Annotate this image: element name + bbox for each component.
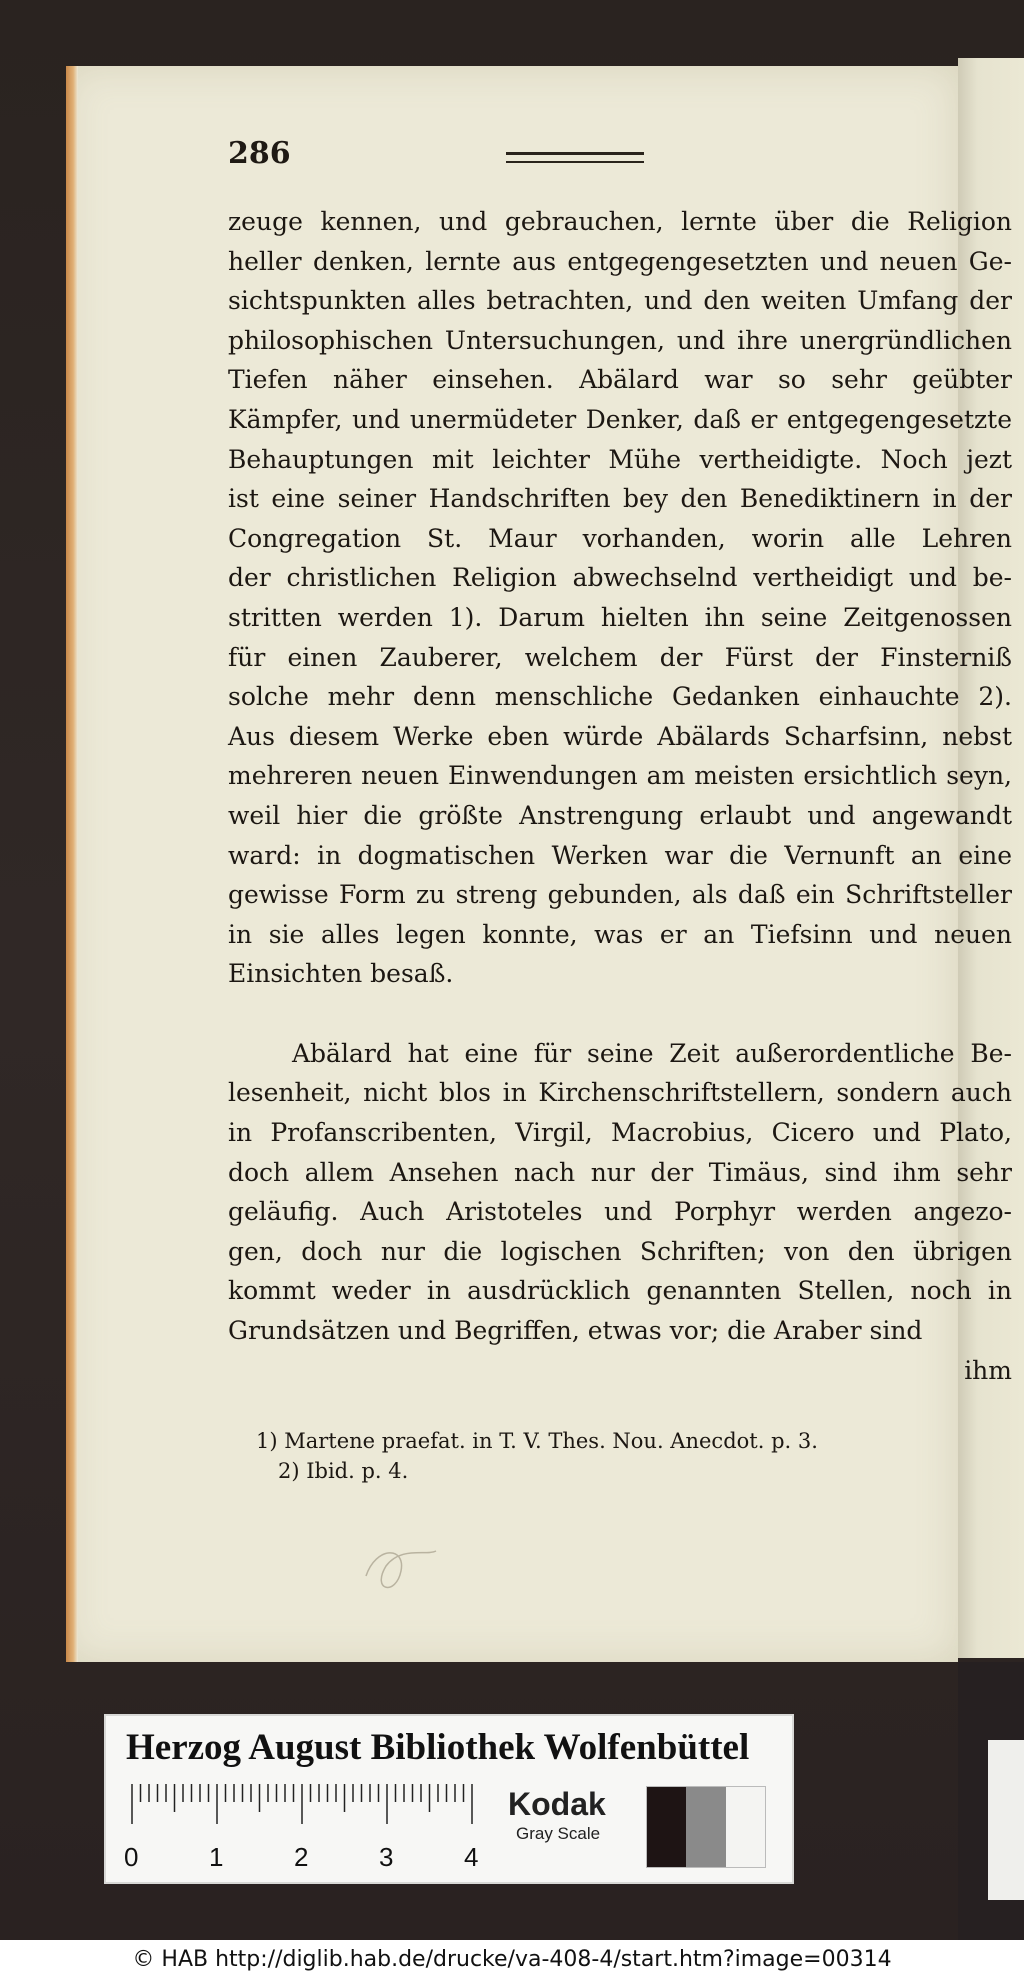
card-title: Herzog August Bibliothek Wolfenbüttel bbox=[126, 1727, 750, 1768]
text-line: Einsichten besaß. bbox=[228, 959, 454, 989]
text-line: Grundsätzen und Begriffen, etwas vor; die Araber sind bbox=[228, 1316, 923, 1346]
text-line: mehreren neuen Einwendungen am meisten ersichtlich seyn, bbox=[228, 761, 1012, 791]
text-line: in sie alles legen konnte, was er an Tiefsinn und neuen bbox=[228, 919, 1012, 949]
gray-swatch bbox=[647, 1787, 686, 1867]
text-line: für einen Zauberer, welchem der Fürst der Finsterniß bbox=[228, 642, 1012, 672]
text-line: kommt weder in ausdrücklich genannten Stellen, noch in bbox=[228, 1276, 1012, 1306]
paragraph-2 bbox=[228, 1034, 1012, 1351]
text-line: stritten werden 1). Darum hielten ihn seine Zeitgenossen bbox=[228, 602, 1012, 632]
gray-swatches bbox=[646, 1786, 766, 1868]
paragraph-1 bbox=[228, 202, 1012, 994]
header-rule bbox=[506, 152, 644, 163]
text-line: doch allem Ansehen nach nur der Timäus, sind ihm sehr bbox=[228, 1157, 1012, 1187]
text-line: gen, doch nur die logischen Schriften; von den übrigen bbox=[228, 1236, 1012, 1266]
ruler-label: 0 bbox=[124, 1842, 139, 1872]
text-line: philosophischen Untersuchungen, und ihre unergründlichen bbox=[228, 325, 1012, 355]
text-line: Tiefen näher einsehen. Abälard war so sehr geübter bbox=[228, 365, 1012, 395]
ruler-label: 1 bbox=[209, 1842, 224, 1872]
copyright-url: © HAB http://diglib.hab.de/drucke/va-408-4/start.htm?image=00314 bbox=[132, 1947, 892, 1972]
text-line: ward: in dogmatischen Werken war die Vernunft an eine bbox=[228, 840, 1012, 870]
footnotes bbox=[256, 1426, 1016, 1486]
text-line: Abälard hat eine für seine Zeit außerordentliche Be- bbox=[292, 1038, 1012, 1068]
text-line: Kämpfer, und unermüdeter Denker, daß er entgegengesetzte bbox=[228, 404, 1012, 434]
text-line: gewisse Form zu streng gebunden, als daß ein Schriftsteller bbox=[228, 880, 1012, 910]
gray-swatch bbox=[686, 1787, 725, 1867]
footer-bar bbox=[0, 1940, 1024, 1980]
text-line: Aus diesem Werke eben würde Abälards Scharfsinn, nebst bbox=[228, 721, 1012, 751]
text-line: weil hier die größte Anstrengung erlaubt und angewandt bbox=[228, 800, 1012, 830]
footnote-2: 2) Ibid. p. 4. bbox=[278, 1459, 409, 1483]
text-line: in Profanscribenten, Virgil, Macrobius, Cicero und Plato, bbox=[228, 1118, 1012, 1148]
scale-ruler bbox=[126, 1784, 496, 1876]
kodak-logo: Kodak bbox=[508, 1786, 606, 1822]
pencil-doodle bbox=[346, 1536, 456, 1606]
page-content bbox=[66, 66, 1012, 1662]
text-line: Behauptungen mit leichter Mühe vertheidigte. Noch jezt bbox=[228, 444, 1012, 474]
footnote-1: 1) Martene praefat. in T. V. Thes. Nou. Anecdot. p. 3. bbox=[256, 1429, 818, 1453]
gray-swatch bbox=[726, 1787, 765, 1867]
ruler-label: 2 bbox=[294, 1842, 309, 1872]
ruler-label: 3 bbox=[379, 1842, 394, 1872]
text-line: ist eine seiner Handschriften bey den Benediktinern in der bbox=[228, 484, 1012, 514]
side-color-card bbox=[988, 1740, 1024, 1900]
text-line: lesenheit, nicht blos in Kirchenschriftstellern, sondern auch bbox=[228, 1078, 1012, 1108]
text-line: solche mehr denn menschliche Gedanken einhauchte 2). bbox=[228, 682, 1012, 712]
catchword: ihm bbox=[964, 1355, 1012, 1385]
text-line: zeuge kennen, und gebrauchen, lernte über die Religion bbox=[228, 207, 1012, 236]
ruler-label: 4 bbox=[464, 1842, 479, 1872]
color-card bbox=[104, 1714, 794, 1884]
text-line: heller denken, lernte aus entgegengesetzten und neuen Ge- bbox=[228, 246, 1012, 276]
page-number: 286 bbox=[228, 136, 291, 171]
text-line: Congregation St. Maur vorhanden, worin alle Lehren bbox=[228, 523, 1012, 553]
gray-scale-label: Gray Scale bbox=[516, 1824, 601, 1843]
text-line: geläufig. Auch Aristoteles und Porphyr werden angezo- bbox=[228, 1197, 1012, 1227]
text-line: der christlichen Religion abwechselnd vertheidigt und be- bbox=[228, 563, 1012, 593]
body-text bbox=[228, 202, 1012, 1390]
text-line: sichtspunkten alles betrachten, und den weiten Umfang der bbox=[228, 286, 1012, 316]
